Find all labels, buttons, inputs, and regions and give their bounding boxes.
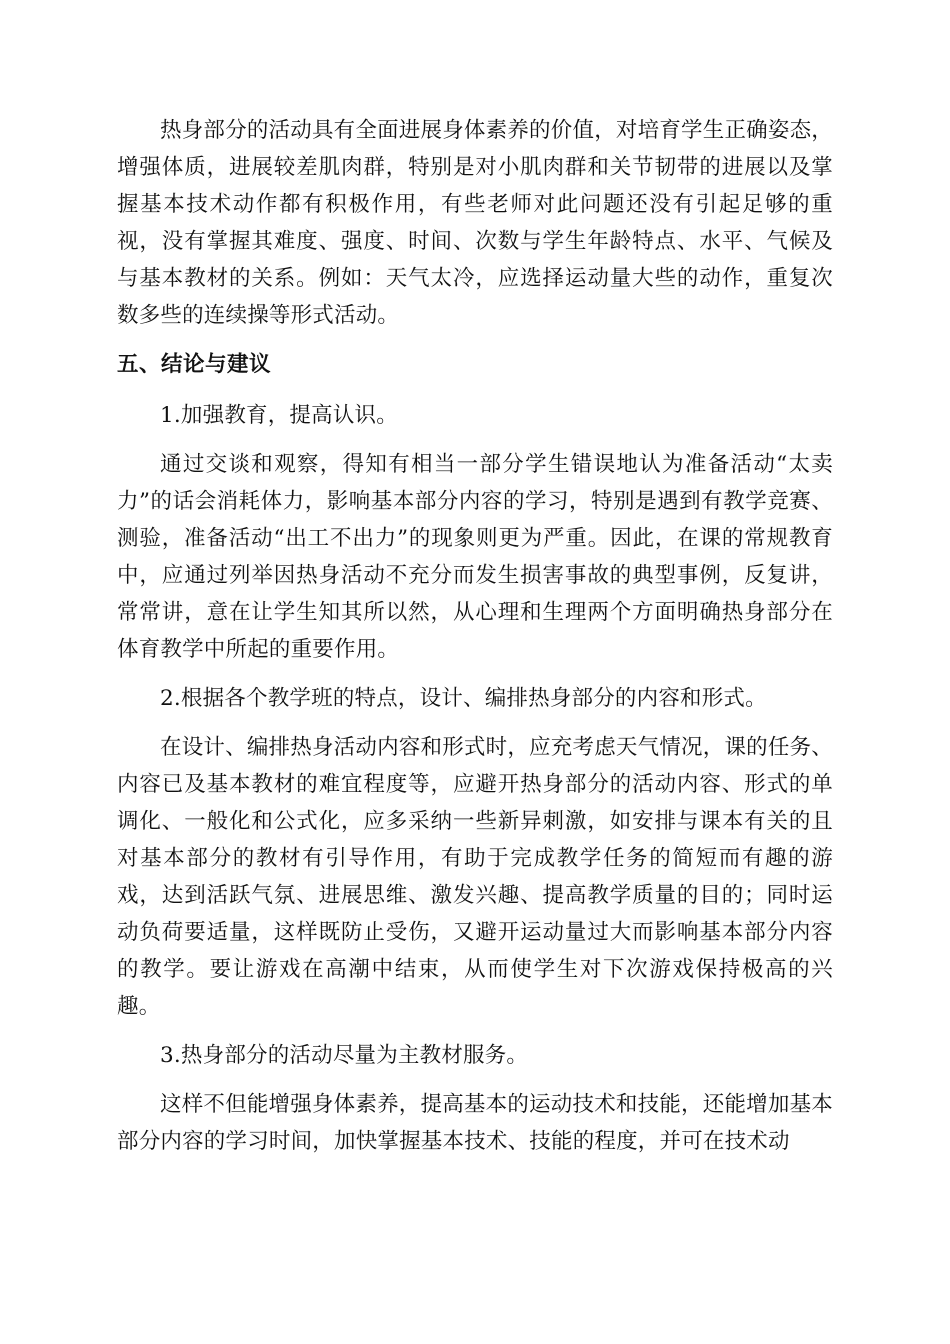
paragraph-student-attitude: 通过交谈和观察，得知有相当一部分学生错误地认为准备活动“太卖力”的话会消耗体力，影响基本部分内容的学习，特别是遇到有教学竞赛、测验，准备活动“出工不出力”的现象则更为严重。因此，在课的常规教育中，应通过列举因热身活动不充分而发生损害事故的典型事例，反复讲，常常讲，意在让学生知其所以然，从心理和生理两个方面明确热身部分在体育教学中所起的重要作用。 [117, 452, 833, 662]
paragraph-benefits: 这样不但能增强身体素养，提高基本的运动技术和技能，还能增加基本部分内容的学习时间，加快掌握基本技术、技能的程度，并可在技术动 [117, 1092, 833, 1154]
paragraph-design-guidance: 在设计、编排热身活动内容和形式时，应充考虑天气情况，课的任务、内容已及基本教材的难宜程度等，应避开热身部分的活动内容、形式的单调化、一般化和公式化，应多采纳一些新异刺激，如安排与课本有关的且对基本部分的教材有引导作用，有助于完成教学任务的简短而有趣的游戏，达到活跃气氛、进展思维、激发兴趣、提高教学质量的目的；同时运动负荷要适量，这样既防止受伤，又避开运动量过大而影响基本部分内容的教学。要让游戏在高潮中结束，从而使学生对下次游戏保持极高的兴趣。 [117, 735, 833, 1019]
paragraph-warmup-value: 热身部分的活动具有全面进展身体素养的价值，对培育学生正确姿态，增强体质，进展较差肌肉群，特别是对小肌肉群和关节韧带的进展以及掌握基本技术动作都有积极作用，有些老师对此问题还没有引起足够的重视，没有掌握其难度、强度、时间、次数与学生年龄特点、水平、气候及与基本教材的关系。例如：天气太冷，应选择运动量大些的动作，重复次数多些的连续操等形式活动。 [117, 118, 833, 328]
item-2-design-content: 2.根据各个教学班的特点，设计、编排热身部分的内容和形式。 [160, 686, 767, 711]
item-3-serve-main-material: 3.热身部分的活动尽量为主教材服务。 [160, 1043, 529, 1068]
document-body [117, 112, 833, 1172]
item-1-strengthen-education: 1.加强教育，提高认识。 [160, 403, 398, 428]
section-heading-conclusion: 五、结论与建议 [117, 352, 272, 377]
